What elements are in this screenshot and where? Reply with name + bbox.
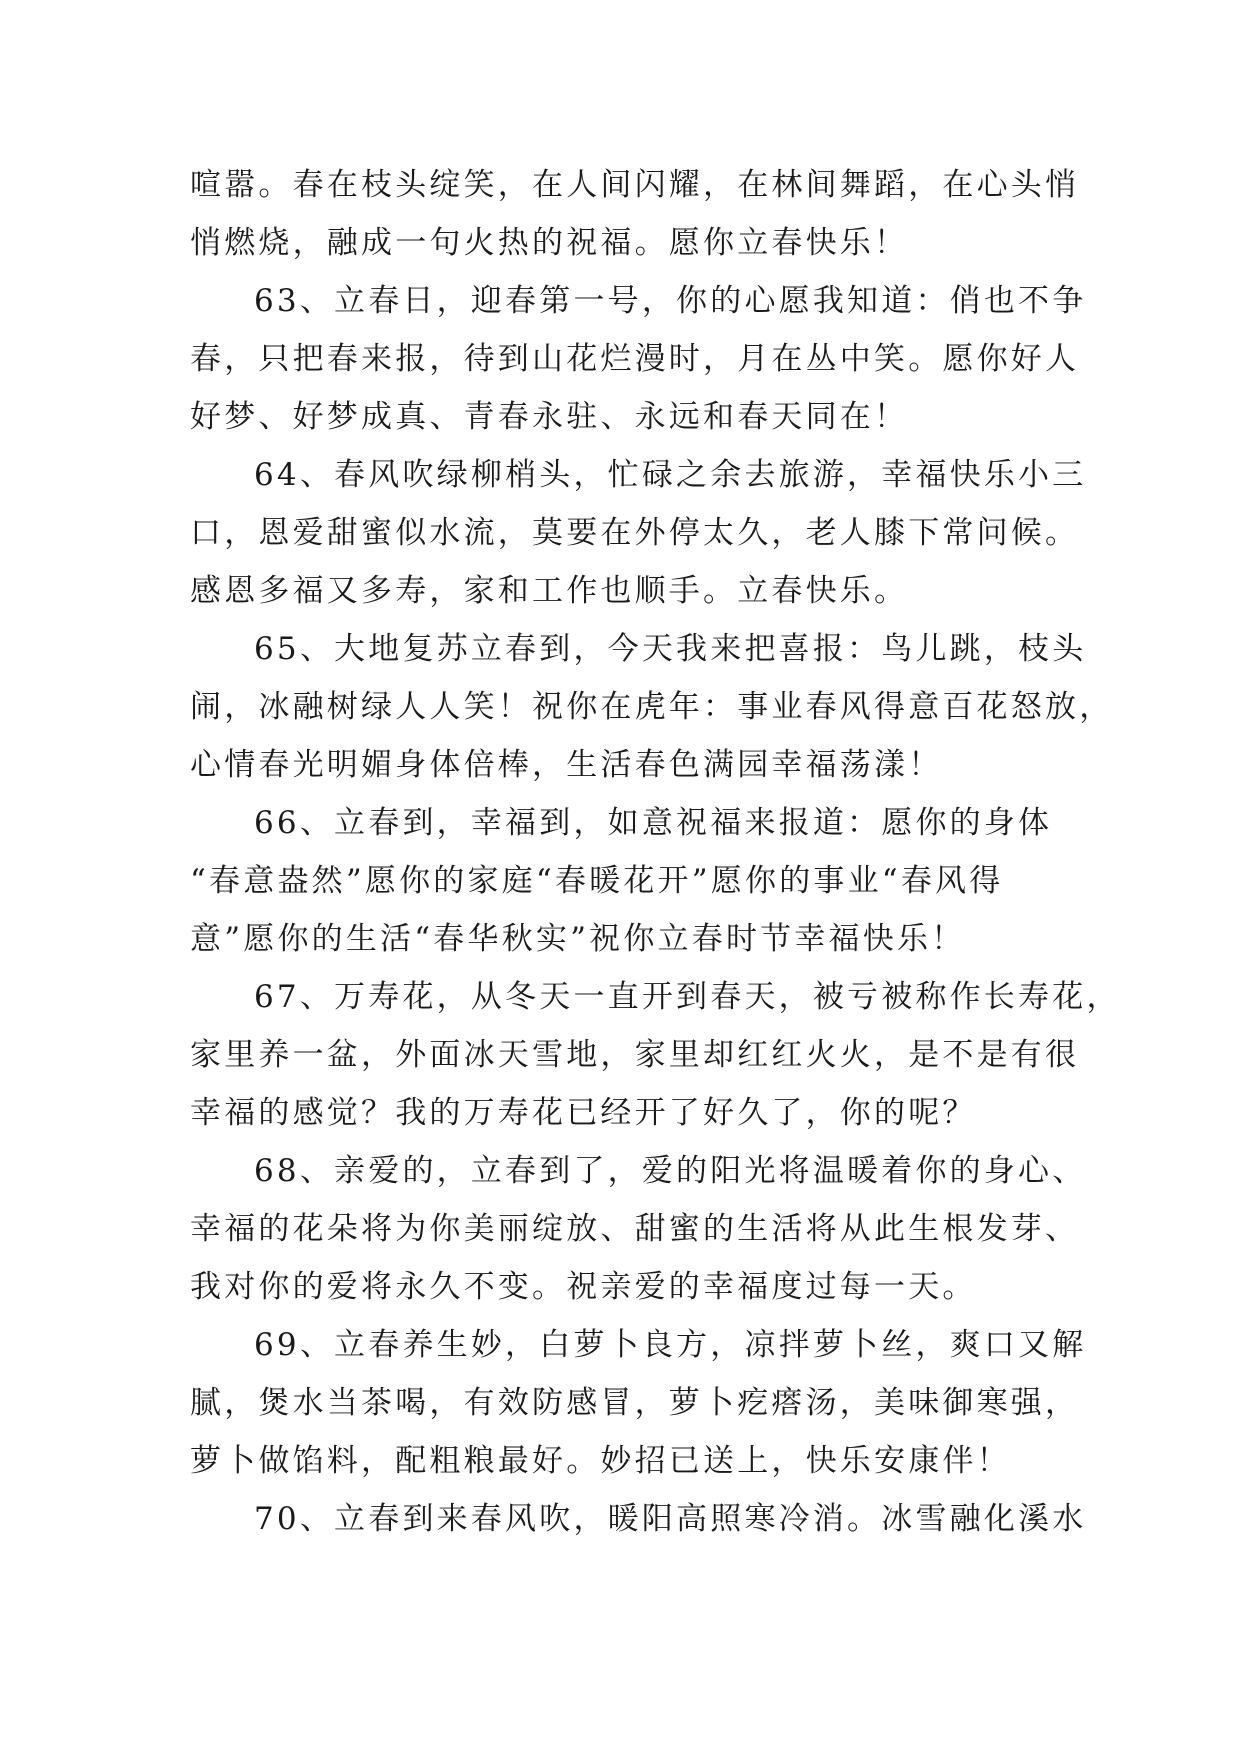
paragraph-start-line: 64、春风吹绿柳梢头，忙碌之余去旅游，幸福快乐小三 xyxy=(254,457,1087,493)
text-line: 幸福的感觉？我的万寿花已经开了好久了，你的呢？ xyxy=(190,1095,977,1131)
document-body xyxy=(190,156,1121,1548)
paragraph-start-line: 69、立春养生妙，白萝卜良方，凉拌萝卜丝，爽口又解 xyxy=(254,1327,1087,1363)
text-line: 好梦、好梦成真、青春永驻、永远和春天同在！ xyxy=(190,399,909,435)
text-line: “春意盎然”愿你的家庭“春暖花开”愿你的事业“春风得 xyxy=(190,863,1004,899)
paragraph-start-line: 65、大地复苏立春到，今天我来把喜报：鸟儿跳，枝头 xyxy=(254,631,1087,667)
text-line: 悄燃烧，融成一句火热的祝福。愿你立春快乐！ xyxy=(190,225,909,261)
text-line: 萝卜做馅料，配粗粮最好。妙招已送上，快乐安康伴！ xyxy=(190,1443,1011,1479)
text-line: 闹，冰融树绿人人笑！祝你在虎年：事业春风得意百花怒放， xyxy=(190,689,1114,725)
text-line: 喧嚣。春在枝头绽笑，在人间闪耀，在林间舞蹈，在心头悄 xyxy=(190,167,1080,203)
paragraph-start-line: 68、亲爱的，立春到了，爱的阳光将温暖着你的身心、 xyxy=(254,1153,1087,1189)
text-line: 家里养一盆，外面冰天雪地，家里却红红火火，是不是有很 xyxy=(190,1037,1080,1073)
paragraph-start-line: 70、立春到来春风吹，暖阳高照寒冷消。冰雪融化溪水 xyxy=(254,1501,1087,1537)
text-line: 心情春光明媚身体倍棒，生活春色满园幸福荡漾！ xyxy=(190,747,943,783)
paragraph-start-line: 66、立春到，幸福到，如意祝福来报道：愿你的身体 xyxy=(254,805,1053,841)
text-line: 幸福的花朵将为你美丽绽放、甜蜜的生活将从此生根发芽、 xyxy=(190,1211,1080,1247)
text-line: 口，恩爱甜蜜似水流，莫要在外停太久，老人膝下常问候。 xyxy=(190,515,1080,551)
text-line: 感恩多福又多寿，家和工作也顺手。立春快乐。 xyxy=(190,573,909,609)
paragraph-start-line: 67、万寿花，从冬天一直开到春天，被亏被称作长寿花， xyxy=(254,979,1121,1015)
paragraph-start-line: 63、立春日，迎春第一号，你的心愿我知道：俏也不争 xyxy=(254,283,1087,319)
text-line: 我对你的爱将永久不变。祝亲爱的幸福度过每一天。 xyxy=(190,1269,977,1305)
text-line: 腻，煲水当茶喝，有效防感冒，萝卜疙瘩汤，美味御寒强， xyxy=(190,1385,1080,1421)
text-line: 意”愿你的生活“春华秋实”祝你立春时节幸福快乐！ xyxy=(190,921,966,957)
text-line: 春，只把春来报，待到山花烂漫时，月在丛中笑。愿你好人 xyxy=(190,341,1080,377)
